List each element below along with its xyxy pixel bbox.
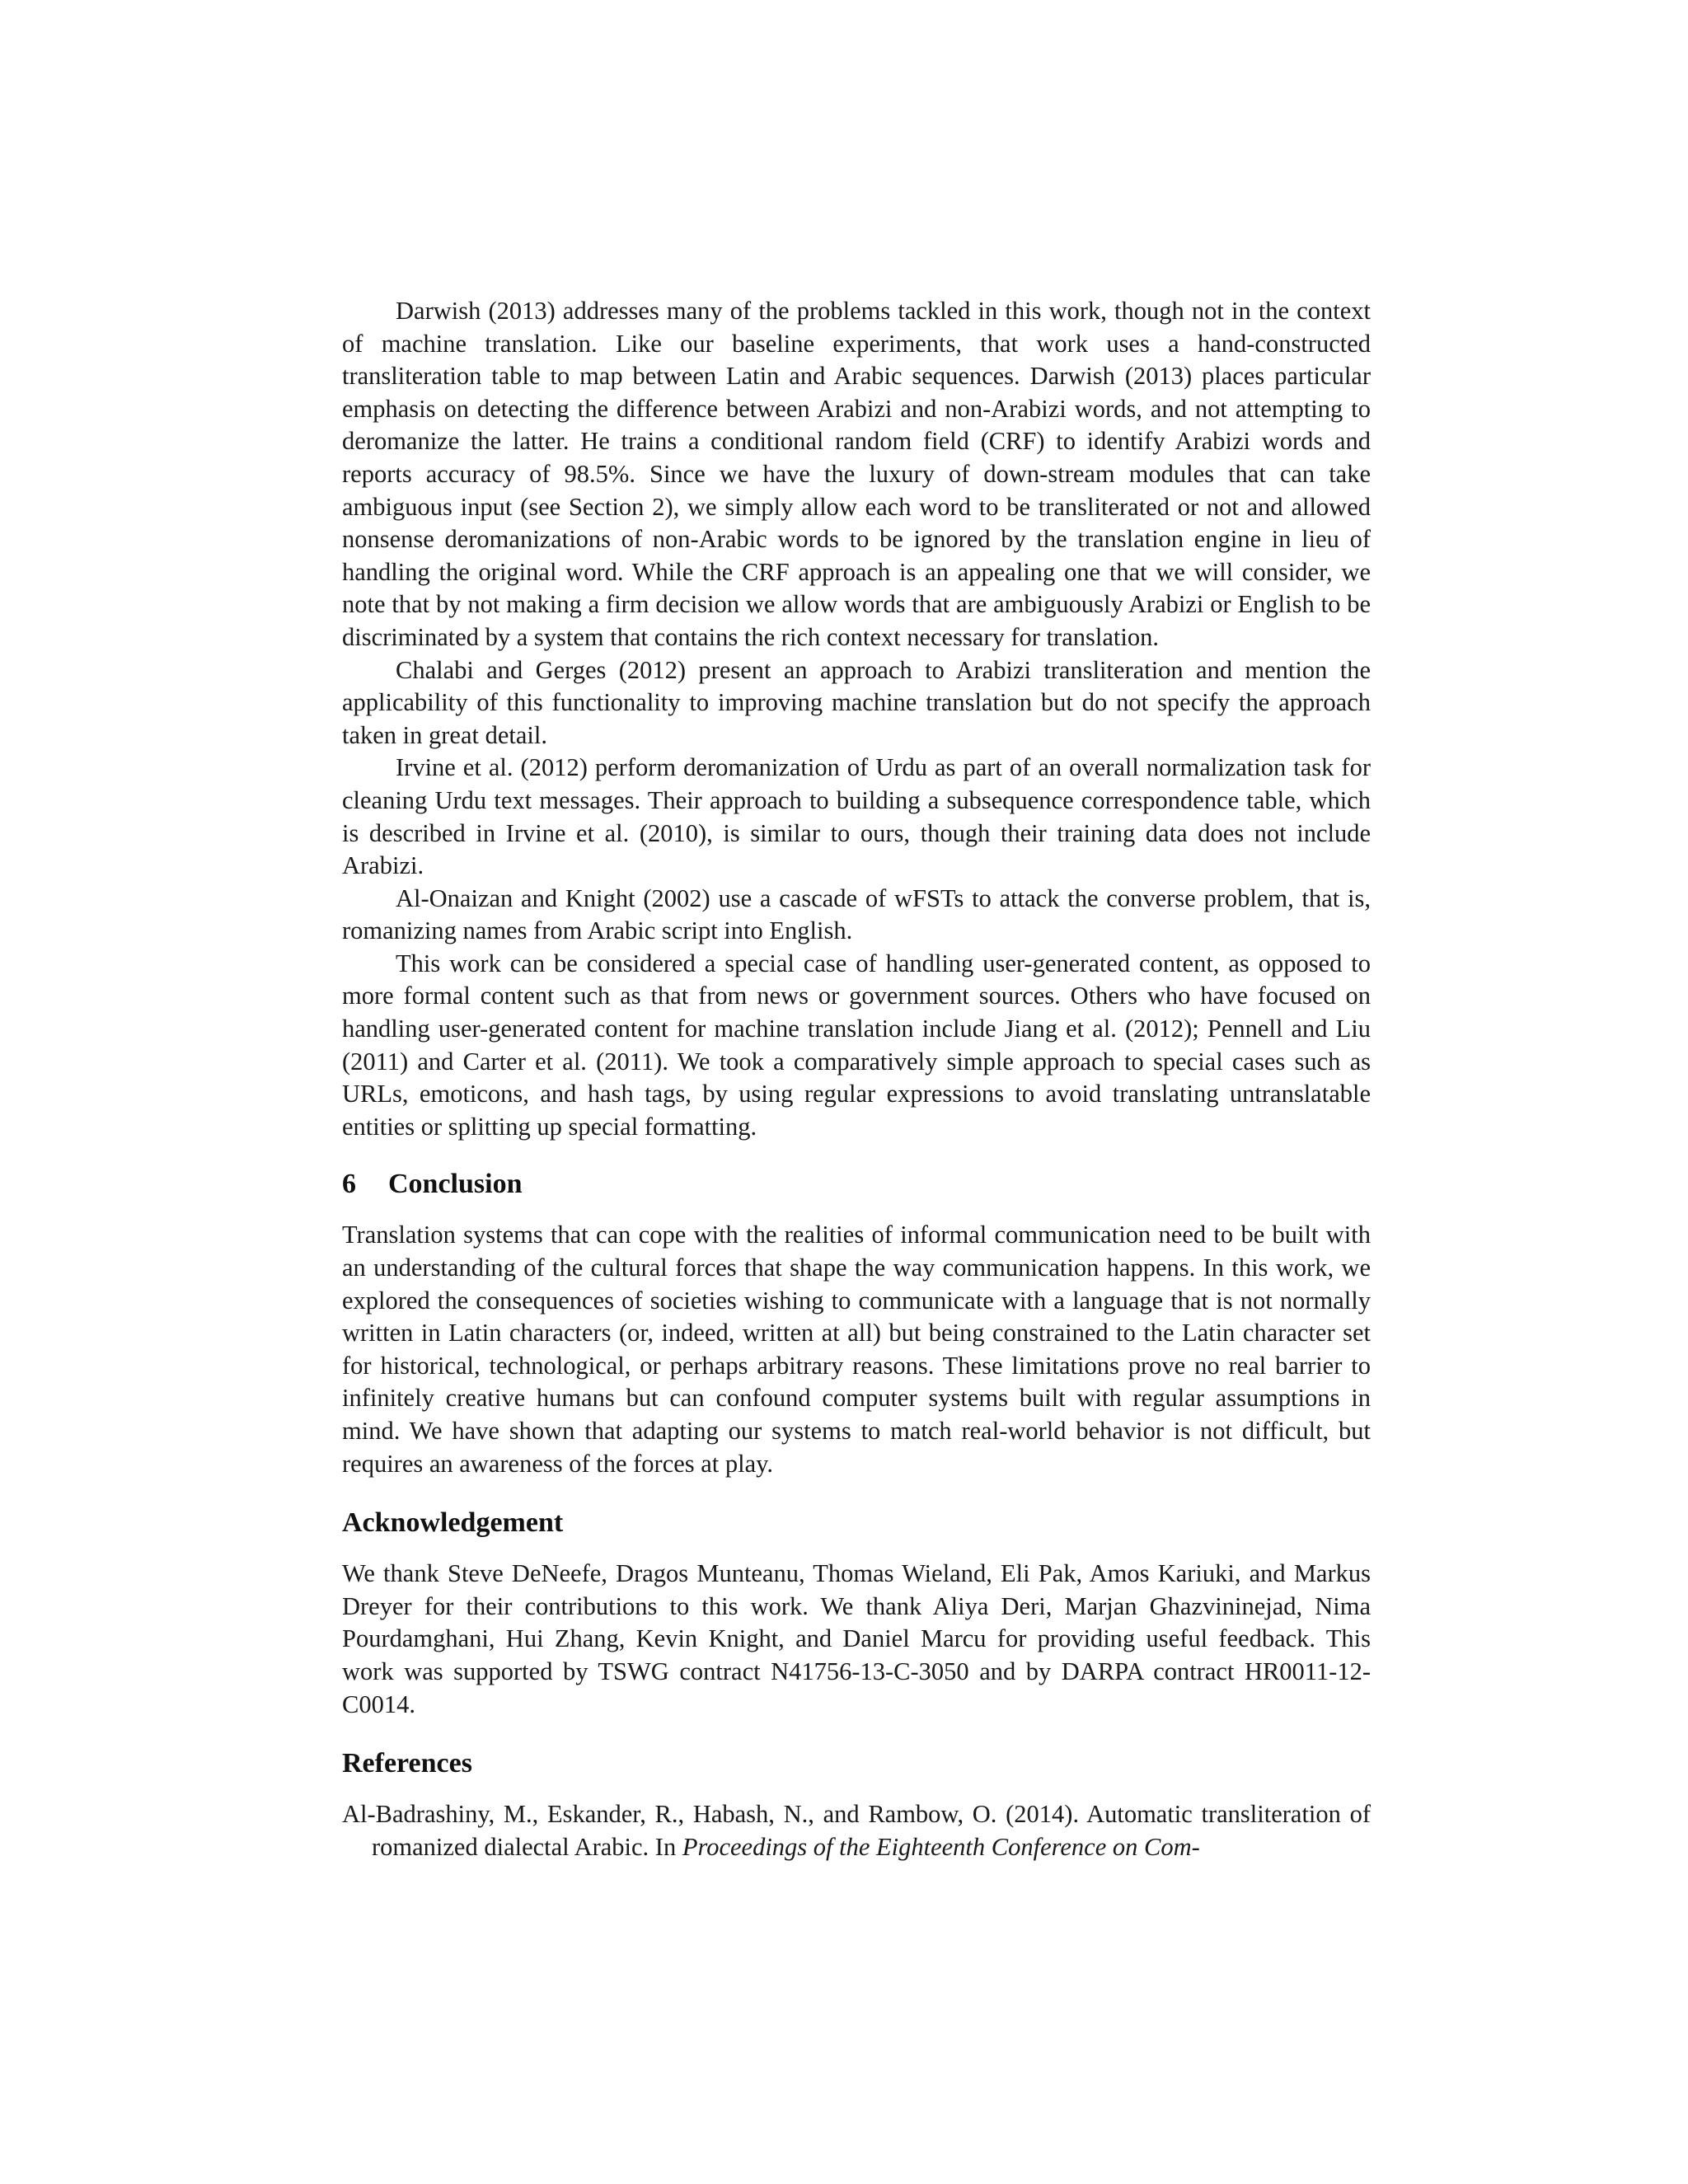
conclusion-heading bbox=[342, 1168, 1371, 1201]
related-work-paragraph-irvine: Irvine et al. (2012) perform deromanization of Urdu as part of an overall normalization task for cleaning Urdu text messages. Their approach to building a subsequence correspondence table, which is described in Irvine et al. (2010), is similar to ours, though their training data does not include Arabizi. bbox=[342, 753, 1371, 880]
related-work-paragraph-user-generated: This work can be considered a special case of handling user-generated content, as opposed to more formal content such as that from news or government sources. Others who have focused on handling user-generated content for machine translation include Jiang et al. (2012); Pennell and Liu (2011) and Carter et al. (2011). We took a comparatively simple approach to special cases such as URLs, emoticons, and hash tags, by using regular expressions to avoid translating untranslatable entities or splitting up special formatting. bbox=[342, 949, 1371, 1141]
related-work-paragraph-darwish: Darwish (2013) addresses many of the problems tackled in this work, though not in the context of machine translation. Like our baseline experiments, that work uses a hand-constructed transliteration table to map between Latin and Arabic sequences. Darwish (2013) places particular emphasis on detecting the difference between Arabizi and non-Arabizi words, and not attempting to deromanize the latter. He trains a conditional random field (CRF) to identify Arabizi words and reports accuracy of 98.5%. Since we have the luxury of down-stream modules that can take ambiguous input (see Section 2), we simply allow each word to be transliterated or not and allowed nonsense deromanizations of non-Arabic words to be ignored by the translation engine in lieu of handling the original word. While the CRF approach is an appealing one that we will consider, we note that by not making a firm decision we allow words that are ambiguously Arabizi or English to be discriminated by a system that contains the rich context necessary for translation. bbox=[342, 297, 1371, 651]
references-heading: References bbox=[342, 1748, 472, 1779]
reference-authors: Al-Badrashiny, M., Eskander, R., Habash, N., and Rambow, O. (2014). Automatic transliteration of romanized dialectal Arabic. In bbox=[342, 1800, 1371, 1861]
reference-entry bbox=[342, 1798, 1371, 1863]
paper-page bbox=[342, 295, 1371, 1863]
reference-venue: Proceedings of the Eighteenth Conference on Com- bbox=[682, 1832, 1200, 1861]
related-work-paragraph-chalabi: Chalabi and Gerges (2012) present an approach to Arabizi transliteration and mention the applicability of this functionality to improving machine translation but do not specify the approach taken in great detail. bbox=[342, 655, 1371, 749]
acknowledgement-paragraph: We thank Steve DeNeefe, Dragos Munteanu, Thomas Wieland, Eli Pak, Amos Kariuki, and Markus Dreyer for their contributions to this work. We thank Aliya Deri, Marjan Ghazvininejad, Nima Pourdamghani, Hui Zhang, Kevin Knight, and Daniel Marcu for providing useful feedback. This work was supported by TSWG contract N41756-13-C-3050 and by DARPA contract HR0011-12-C0014. bbox=[342, 1559, 1371, 1718]
section-number: 6 bbox=[342, 1169, 356, 1200]
section-title: Conclusion bbox=[388, 1169, 523, 1200]
acknowledgement-heading: Acknowledgement bbox=[342, 1507, 564, 1539]
related-work-paragraph-al-onaizan: Al-Onaizan and Knight (2002) use a cascade of wFSTs to attack the converse problem, that is, romanizing names from Arabic script into English. bbox=[342, 883, 1371, 945]
conclusion-paragraph: Translation systems that can cope with the realities of informal communication need to be built with an understanding of the cultural forces that shape the way communication happens. In this work, we explored the consequences of societies wishing to communicate with a language that is not normally written in Latin characters (or, indeed, written at all) but being constrained to the Latin character set for historical, technological, or perhaps arbitrary reasons. These limitations prove no real barrier to infinitely creative humans but can confound computer systems built with regular assumptions in mind. We have shown that adapting our systems to match real-world behavior is not difficult, but requires an awareness of the forces at play. bbox=[342, 1221, 1371, 1478]
